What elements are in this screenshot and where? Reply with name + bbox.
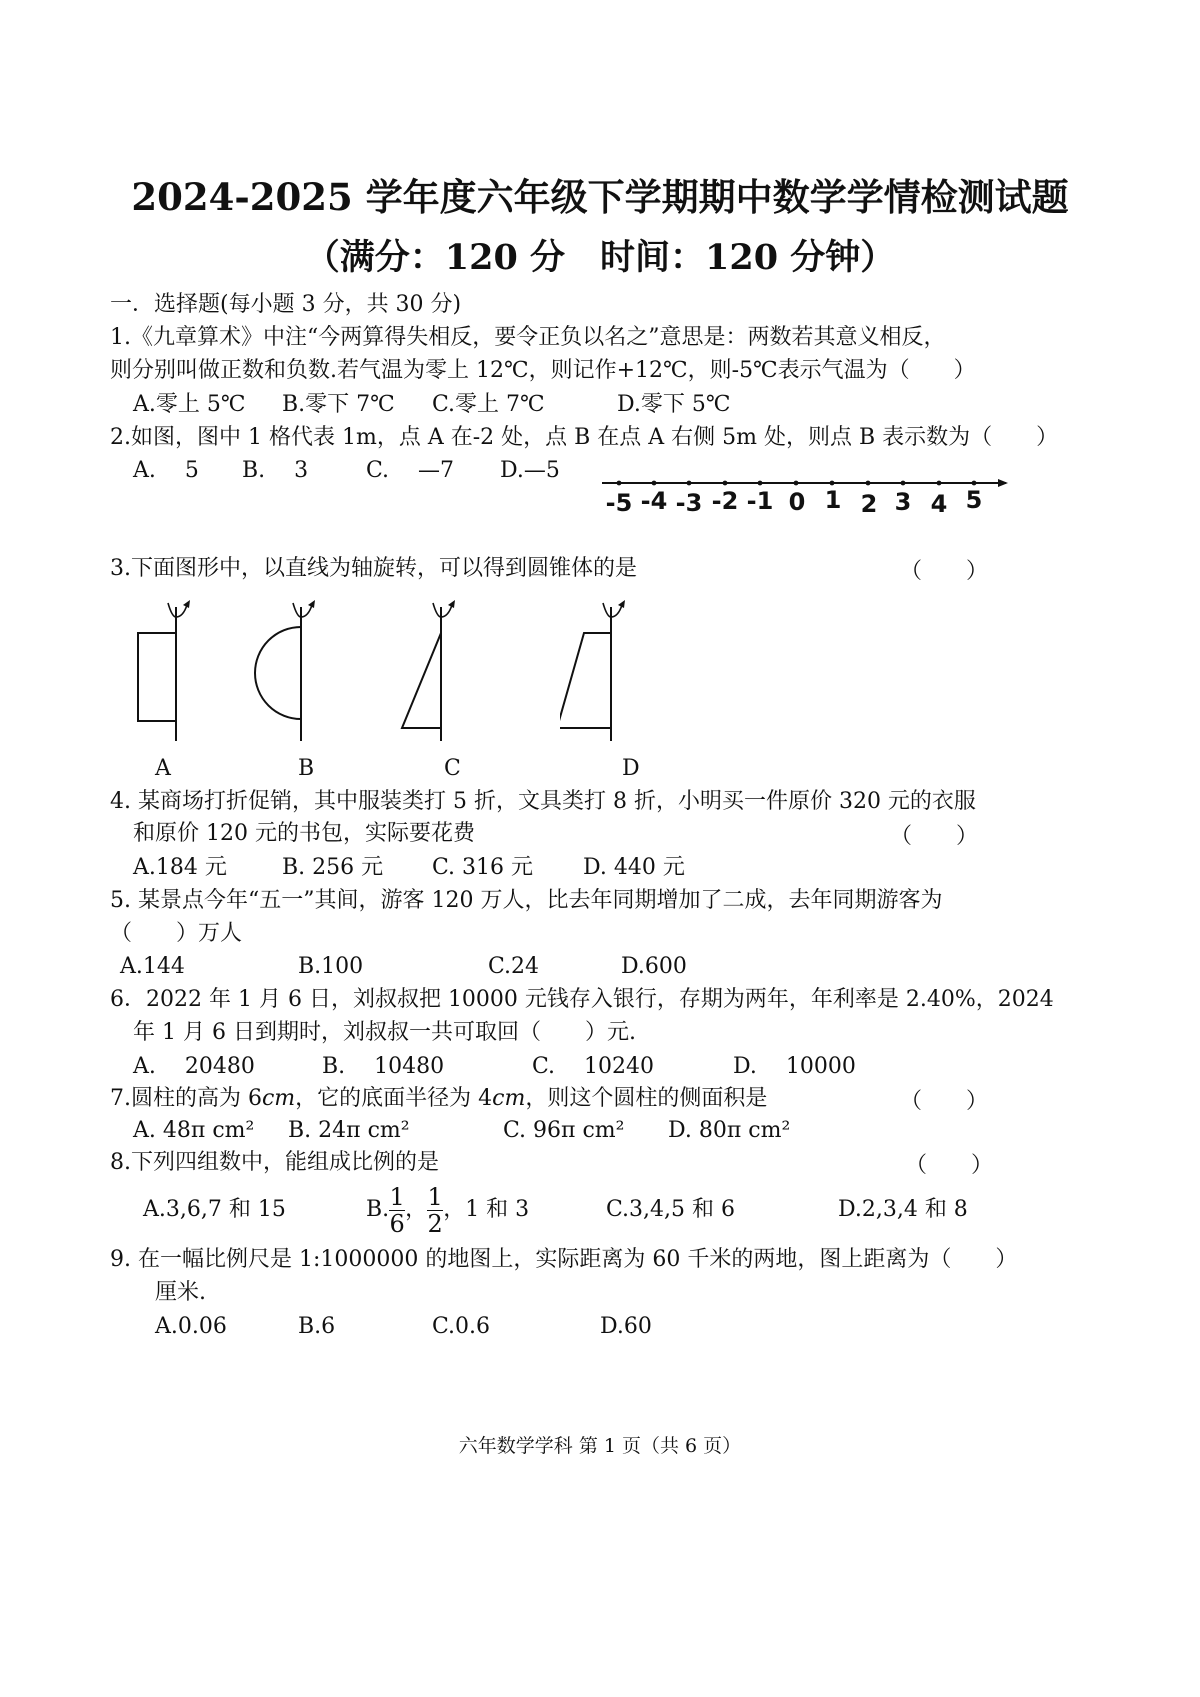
figure-label-c: C	[444, 756, 461, 781]
q6-line2: 年 1 月 6 日到期时，刘叔叔一共可取回（ ）元.	[133, 1020, 636, 1045]
q7-option-a: A. 48π cm²	[133, 1118, 255, 1143]
q2-option-c: C. —7	[366, 458, 455, 483]
q4-option-d: D. 440 元	[583, 855, 685, 880]
unit-cm: cm	[261, 1086, 296, 1111]
q7-answer-paren: （ ）	[900, 1089, 989, 1114]
q7-option-b: B. 24π cm²	[288, 1118, 410, 1143]
q4-line1: 4. 某商场打折促销，其中服装类打 5 折，文具类打 8 折，小明买一件原价 320 元的衣服	[110, 789, 976, 814]
q8-option-c: C.3,4,5 和 6	[606, 1197, 736, 1222]
q3-text: 3.下面图形中，以直线为轴旋转，可以得到圆锥体的是	[110, 556, 637, 581]
q2-option-b: B. 3	[242, 458, 309, 483]
q9-line2: 厘米.	[155, 1280, 206, 1305]
figure-b-semicircle	[250, 595, 330, 745]
q7-option-d: D. 80π cm²	[668, 1118, 791, 1143]
numberline-label: -5	[605, 489, 633, 517]
numberline-label: -2	[711, 487, 739, 515]
q9-option-d: D.60	[600, 1314, 652, 1339]
numberline-label: -3	[675, 489, 703, 517]
q8-text: 8.下列四组数中，能组成比例的是	[110, 1150, 439, 1175]
q5-line1: 5. 某景点今年“五一”其间，游客 120 万人，比去年同期增加了二成，去年同期游客为	[110, 888, 943, 913]
q8-option-d: D.2,3,4 和 8	[838, 1197, 968, 1222]
numberline-label: -1	[746, 487, 774, 515]
q5-option-a: A.144	[120, 954, 185, 979]
q8-answer-paren: （ ）	[905, 1153, 994, 1178]
numberline-label: 3	[894, 488, 912, 516]
q1-option-a: A.零上 5℃	[133, 392, 246, 417]
q5-option-b: B.100	[298, 954, 364, 979]
fraction-one-half: $\frac{1}{2}$	[427, 1182, 443, 1238]
unit-cm: cm	[492, 1086, 526, 1111]
q4-answer-paren: （ ）	[890, 824, 979, 849]
q1-option-c: C.零上 7℃	[432, 392, 545, 417]
section-heading: 一．选择题(每小题 3 分，共 30 分)	[110, 292, 462, 317]
q5-line2: （ ）万人	[110, 921, 243, 946]
figure-a-rectangle	[125, 595, 205, 745]
figure-label-a: A	[155, 756, 171, 781]
q5-option-c: C.24	[488, 954, 540, 979]
q4-option-b: B. 256 元	[282, 855, 384, 880]
q3-answer-paren: （ ）	[900, 559, 989, 584]
numberline-label: 1	[824, 486, 842, 514]
q1-option-d: D.零下 5℃	[617, 392, 731, 417]
page-subtitle: （满分：120 分 时间：120 分钟）	[304, 237, 896, 278]
fraction-one-sixth: $\frac{1}{6}$	[389, 1182, 405, 1238]
q8-option-a: A.3,6,7 和 15	[143, 1197, 286, 1222]
figure-c-triangle	[390, 595, 470, 745]
q7-option-c: C. 96π cm²	[503, 1118, 625, 1143]
q4-line2: 和原价 120 元的书包，实际要花费	[133, 821, 475, 846]
numberline-label: 2	[860, 490, 878, 518]
q2-option-a: A. 5	[133, 458, 199, 483]
q6-line1: 6．2022 年 1 月 6 日，刘叔叔把 10000 元钱存入银行，存期为两年，年利率是 2.40%，2024	[110, 987, 1054, 1012]
figure-label-b: B	[298, 756, 315, 781]
q7-text: 7.圆柱的高为 6cm，它的底面半径为 4cm，则这个圆柱的侧面积是	[110, 1086, 768, 1111]
q2-option-d: D.—5	[500, 458, 560, 483]
q9-option-c: C.0.6	[432, 1314, 491, 1339]
numberline-label: 5	[965, 486, 983, 514]
figure-d-trapezoid	[560, 595, 640, 745]
q5-option-d: D.600	[621, 954, 687, 979]
numberline-label: 4	[930, 490, 948, 518]
q1-line1: 1.《九章算术》中注“今两算得失相反，要令正负以名之”意思是：两数若其意义相反，	[110, 325, 946, 350]
q1-option-b: B.零下 7℃	[282, 392, 395, 417]
q8-option-b: B. $\frac{1}{6}$ ， $\frac{1}{2}$ ，1 和 3	[366, 1182, 530, 1238]
q6-option-b: B. 10480	[322, 1054, 445, 1079]
numberline-label: 0	[788, 488, 806, 516]
page-title: 2024-2025 学年度六年级下学期期中数学学情检测试题	[131, 175, 1069, 219]
q6-option-c: C. 10240	[532, 1054, 655, 1079]
q2-text: 2.如图，图中 1 格代表 1m，点 A 在-2 处，点 B 在点 A 右侧 5m 处，则点 B 表示数为（ ）	[110, 425, 1059, 450]
numberline-label: -4	[640, 487, 668, 515]
page-footer: 六年数学学科 第 1 页（共 6 页）	[458, 1435, 742, 1457]
figure-label-d: D	[622, 756, 640, 781]
q4-option-c: C. 316 元	[432, 855, 534, 880]
q1-line2: 则分别叫做正数和负数.若气温为零上 12℃，则记作+12℃，则-5℃表示气温为（ ）	[110, 358, 976, 383]
q9-line1: 9. 在一幅比例尺是 1:1000000 的地图上，实际距离为 60 千米的两地，图上距离为（ ）	[110, 1247, 1018, 1272]
q6-option-a: A. 20480	[133, 1054, 255, 1079]
q6-option-d: D. 10000	[733, 1054, 856, 1079]
q9-option-b: B.6	[298, 1314, 336, 1339]
q4-option-a: A.184 元	[133, 855, 227, 880]
q9-option-a: A.0.06	[155, 1314, 227, 1339]
